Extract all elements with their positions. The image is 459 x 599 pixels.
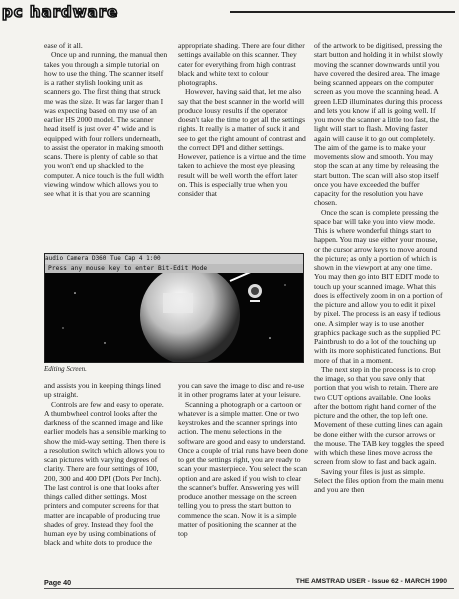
column-3 xyxy=(314,41,444,494)
image-caption: Editing Screen. xyxy=(44,365,87,373)
column-2-lower xyxy=(178,381,308,538)
page-number: Page 40 xyxy=(44,578,72,587)
column-1 xyxy=(44,41,168,198)
paragraph: Scanning a photograph or a cartoon or whatever is a simple matter. One or two keystrokes and the scanner springs into action. The menu selections in the software are good and easy to understand. Once a couple of trial runs have been done to get the settings right, you are ready to scan your masterpiece. You select the scan option and are asked if you wish to clear the scanner's buffer. Answering yes will produce another message on the screen telling you to press the start button to commence the scan. Now it is a simple matter of positioning the scanner at the top xyxy=(178,399,308,538)
section-logo: pc hardware xyxy=(2,3,119,21)
editing-screen-image xyxy=(44,253,304,363)
screen-prompt: Press any mouse key to enter Bit-Edit Mode xyxy=(45,264,303,273)
screen-status-bar: audio Camera D360 Tue Cap 4 1:00 xyxy=(45,254,303,264)
paragraph: Saving your files is just as simple. Select the files option from the main menu and you are then xyxy=(314,466,444,494)
paragraph: of the artwork to be digitised, pressing the start button and holding it in whilst slowly moving the scanner downwards until you have covered the desired area. The image being scanned appears on the computer screen as you move the scanning head. A green LED illuminates during this process and lets you know if all is going well. If you move the scanner a little too fast, the light will start to flash. Moving faster again will cause it to go out completely. The aim of the game is to make your movements slow and smooth. You may stop the scan at any time by releasing the start button. The scan will also stop itself once you have exceeded the buffer capacity for the resolution you have chosen. xyxy=(314,41,443,208)
header-rule xyxy=(230,11,455,13)
paragraph: However, having said that, let me also say that the best scanner in the world will produce lousy results if the operator doesn't take the time to get all the settings rights. It really is a matter of suck it and see to get the right amount of contrast and the correct DPI and dither settings. However, patience is a virtue and the time taken to achieve the most eye pleasing result will be well worth the effort later on. This is especially true when you consider that xyxy=(178,87,306,198)
paragraph: ease of it all. xyxy=(44,41,83,50)
paragraph: Once the scan is complete pressing the space bar will take you into view mode. This is where wonderful things start to happen. You may use either your mouse, or the cursor arrow keys to move around the picture; as only a portion of which is shown in the viewport at any one time. You may then go into BIT EDIT mode to touch up your scanned image. What this does is effectively zoom in on a portion of the picture and allow you to edit it pixel by pixel. The process is an easy if tedious one. A simpler way is to use another graphics package such as the supplied PC Paintbrush to do a lot of the touching up with its more sophisticated functions. But more of that in a moment. xyxy=(314,207,443,365)
footer-rule xyxy=(44,588,454,589)
paragraph: Once up and running, the manual then takes you through a simple tutorial on how to use the thing. The scanner itself is a rather stylish looking unit as scanners go. The first thing that struck me was the size. It was far larger than I was expecting based on my use of an earlier HS 2000 model. The scanner head itself is just over 4" wide and is equipped with four rollers underneath, to assist the operator in making smooth scans. There is plenty of cable so that you won't end up shackled to the computer. A nice touch is the full width viewing window which allows you to see what it is that you are scanning xyxy=(44,50,168,198)
paragraph: you can save the image to disc and re-use it in other programs later at your leisure. xyxy=(178,381,305,400)
issue-info: THE AMSTRAD USER - Issue 62 - MARCH 1990 xyxy=(295,578,447,585)
paragraph: appropriate shading. There are four dither settings available on this scanner. They cater for everything from high contrast black and white text to colour photographs. xyxy=(178,41,305,87)
column-2 xyxy=(178,41,308,198)
paragraph: Controls are few and easy to operate. A thumbwheel control looks after the darkness of the scanned image and like earlier models has a sensible marking to show the mid-way setting. Then there is a resolution switch which allows you to scan pictures with varying degrees of clarity. There are four settings of 100, 200, 300 and 400 DPI (Dots Per Inch). The last control is one that looks after things called dither settings. Most printers and computer screens for that matter are incapable of producing true shades of grey. Instead they fool the human eye by using combinations of black and white dots to produce the xyxy=(44,399,166,548)
column-1-lower xyxy=(44,381,168,548)
paragraph: The next step in the process is to crop the image, so that you save only that portion that you wish to retain. There are two CUT options available. One looks after the bottom right hand corner of the picture and the other, the top left one. Movement of these cutting lines can again be done either with the cursor arrows or the mouse. The TAB key toggles the speed with which these lines move across the screen from slow to fast and back again. xyxy=(314,364,444,467)
paragraph: and assists you in keeping things lined up straight. xyxy=(44,381,161,400)
scanned-picture xyxy=(45,273,303,362)
